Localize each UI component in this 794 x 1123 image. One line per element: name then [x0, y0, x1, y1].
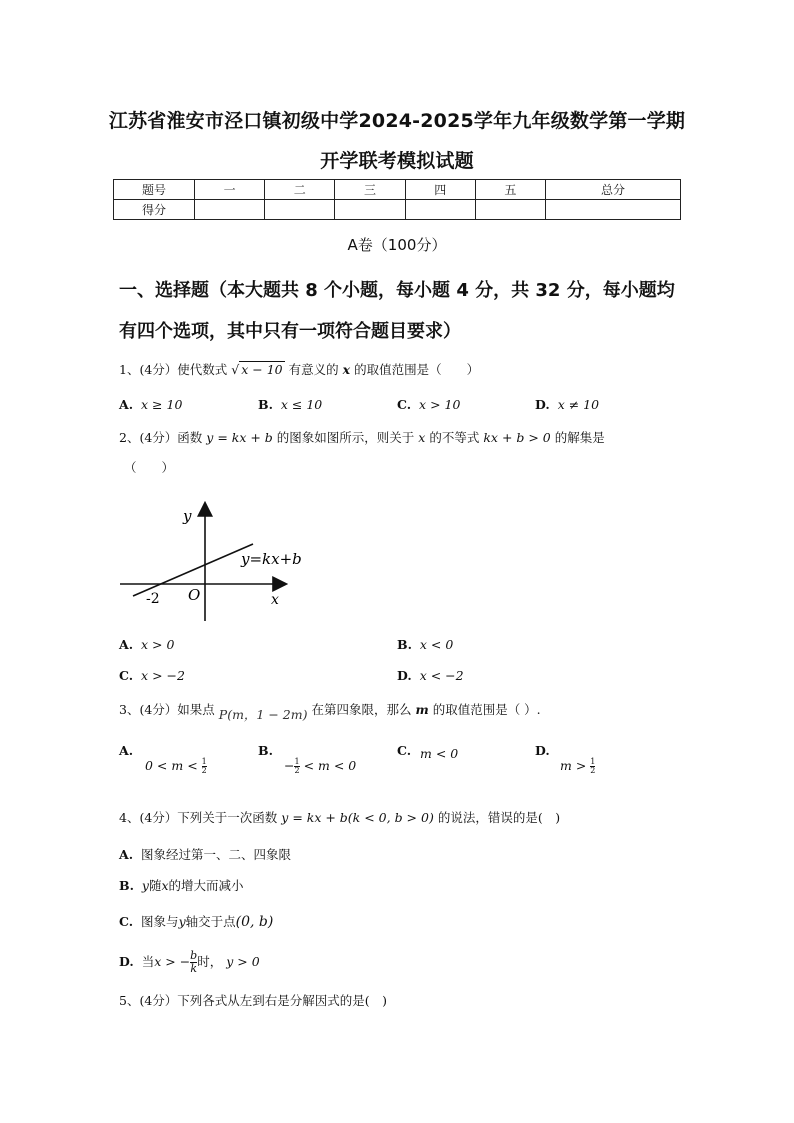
score-cell[interactable] [405, 200, 475, 220]
q1-mid: 有意义的 [288, 362, 339, 377]
score-header-cell: 四 [405, 180, 475, 200]
title-line-2: 开学联考模拟试题 [320, 150, 474, 172]
q3-prefix: 3、(4分）如果点 [119, 702, 215, 717]
question-5-stem: 5、(4分）下列各式从左到右是分解因式的是( ) [119, 993, 388, 1008]
fraction: $\frac{1}{2}$ [590, 757, 596, 775]
paper-part-heading: A卷（100分） [347, 236, 447, 254]
q4-option-d[interactable]: D. 当x > − $\frac{b}{k}$ 时， y > 0 [119, 949, 260, 975]
title-line-1: 江苏省淮安市泾口镇初级中学2024-2025学年九年级数学第一学期 [108, 110, 686, 132]
question-2-stem [119, 428, 605, 446]
q2-ineq: kx + b > 0 [483, 430, 551, 445]
score-table-score-row [114, 200, 681, 220]
q2-func: y = kx + b [206, 430, 273, 445]
q2-function-graph [115, 496, 315, 626]
section-heading-line-2: 有四个选项，其中只有一项符合题目要求） [119, 321, 461, 342]
q3-var: m [415, 702, 429, 717]
q3-option-d-label[interactable]: D. [535, 743, 550, 758]
q2-suffix: 的解集是 [554, 430, 605, 445]
q2-option-d[interactable]: D. x < −2 [397, 668, 464, 683]
question-1-stem [119, 360, 479, 378]
x-axis-label: x [271, 592, 279, 608]
y-axis-label: y [183, 507, 192, 525]
score-table [113, 179, 681, 220]
q3-option-c[interactable]: m < 0 [420, 746, 459, 761]
q1-option-d[interactable]: D. x ≠ 10 [535, 397, 600, 412]
q3-option-a[interactable]: 0 < m < $\frac{1}{2}$ [145, 757, 207, 775]
question-4-stem [119, 808, 560, 826]
q2-option-c[interactable]: C. x > −2 [119, 668, 185, 683]
score-cell[interactable] [265, 200, 335, 220]
sqrt-icon: √ [231, 362, 240, 377]
q2-option-a[interactable]: A. x > 0 [119, 637, 175, 652]
score-cell[interactable] [195, 200, 265, 220]
score-header-cell: 二 [265, 180, 335, 200]
score-header-cell: 题号 [114, 180, 195, 200]
score-cell[interactable] [335, 200, 405, 220]
q1-prefix: 1、(4分）使代数式 [119, 362, 228, 377]
question-3-stem [119, 700, 541, 722]
score-header-cell: 总分 [546, 180, 681, 200]
q3-mid: 在第四象限，那么 [311, 702, 412, 717]
x-intercept-label: -2 [146, 591, 160, 607]
section-heading-line-1: 一、选择题（本大题共 8 个小题，每小题 4 分，共 32 分，每小题均 [119, 280, 675, 301]
score-row-label: 得分 [114, 200, 195, 220]
q2-var: x [418, 430, 426, 445]
score-header-cell: 一 [195, 180, 265, 200]
score-header-cell: 五 [475, 180, 545, 200]
q3-option-d[interactable]: m > $\frac{1}{2}$ [560, 757, 596, 775]
q1-option-a[interactable]: A. x ≥ 10 [119, 397, 183, 412]
q1-var: x [342, 362, 351, 377]
score-table-header-row [114, 180, 681, 200]
q3-option-a-label[interactable]: A. [119, 743, 134, 758]
score-cell[interactable] [475, 200, 545, 220]
fraction: $\frac{1}{2}$ [201, 757, 207, 775]
q3-point: P(m，1 − 2m) [218, 707, 308, 722]
q4-func: y = kx + b(k < 0, b > 0) [281, 810, 434, 825]
q4-option-c[interactable]: C. 图象与y轴交于点(0, b) [119, 914, 274, 930]
line-equation-label: y=kx+b [241, 550, 302, 568]
q3-option-c-label[interactable]: C. [397, 743, 412, 758]
origin-label: O [188, 586, 201, 604]
q4-option-b[interactable]: B. y随x的增大而减小 [119, 878, 244, 893]
q1-radicand: x − 10 [241, 362, 283, 377]
q1-option-c[interactable]: C. x > 10 [397, 397, 461, 412]
score-header-cell: 三 [335, 180, 405, 200]
q2-prefix: 2、(4分）函数 [119, 430, 203, 445]
fraction: $\frac{1}{2}$ [294, 757, 300, 775]
q3-suffix: 的取值范围是（ ）. [432, 702, 541, 717]
q3-option-b-label[interactable]: B. [258, 743, 273, 758]
q4-suffix: 的说法，错误的是( ) [437, 810, 561, 825]
q3-option-b[interactable]: − $\frac{1}{2}$ < m < 0 [284, 757, 357, 775]
q1-sqrt [231, 362, 284, 377]
score-cell[interactable] [546, 200, 681, 220]
q1-suffix: 的取值范围是（ ） [354, 362, 480, 377]
q2-mid1: 的图象如图所示，则关于 [276, 430, 415, 445]
q2-option-b[interactable]: B. x < 0 [397, 637, 454, 652]
q2-mid2: 的不等式 [429, 430, 480, 445]
fraction: $\frac{b}{k}$ [190, 949, 198, 975]
q1-option-b[interactable]: B. x ≤ 10 [258, 397, 323, 412]
q4-option-a[interactable]: A. 图象经过第一、二、四象限 [119, 847, 292, 862]
q4-prefix: 4、(4分）下列关于一次函数 [119, 810, 278, 825]
q2-answer-paren: （ ） [124, 460, 175, 475]
